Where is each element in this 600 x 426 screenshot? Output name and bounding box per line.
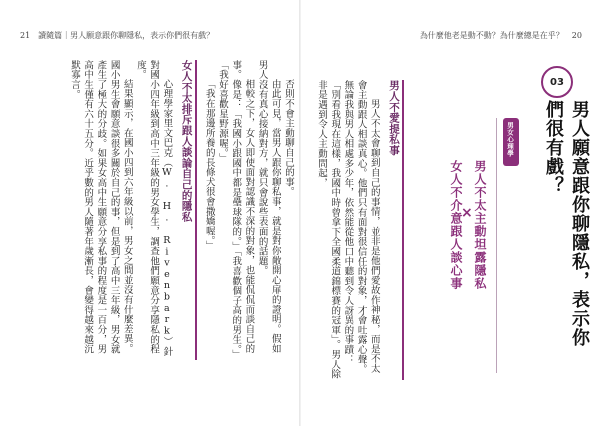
category-tag-label: 男女心理學	[506, 122, 514, 157]
left-body-p5: 心理學家里文巴克（W. H. Rivenbark）針對國小四年級到高中三年級的男女學生，調查他們願意分享隱私的程度。	[134, 60, 173, 357]
left-body-p6: 結果顯示，在國小四到六年級以前，男女之間並沒有什麼差異。國小男生會願意談很多關於自己的事，但是到了高中三年級，男女就產生了極大的分歧。如果女高中生願意分享私事的程度是一百分，男高中生僅有六十五分。近乎數的男人隨著年歲漸長，會變得越來越沉默寡言。	[68, 60, 133, 354]
left-body	[20, 60, 295, 360]
left-body-p4: 「我在那邊所養的長條犬很會撒嬌喔。」	[203, 79, 215, 251]
subtitle-women: 女人不介意跟人談心事	[449, 160, 463, 290]
chapter-number-badge: 03	[541, 66, 573, 98]
left-body-p2: 由此可見，當男人跟你聊私事，就是對你敞開心扉的證明。假如男人沒有真心接納對方，就只會說些表面的話題。	[256, 60, 281, 354]
divider-rule	[496, 118, 497, 373]
chapter-title: 男人願意跟你聊隱私，表示你們很有戲？	[543, 100, 590, 347]
right-body	[315, 80, 410, 380]
book-gutter	[299, 0, 301, 426]
times-mark: ×	[461, 205, 473, 221]
subtitle-men: 男人不太主動坦露隱私	[473, 160, 487, 290]
left-body-p3: 相較之下，女人即使面對認識不深的對象，也能侃侃而談自己的事。像是：「我國小跟國中都是壘球隊的。」「我喜歡個子高的男生。」「我好喜歡星野源喔。」	[216, 60, 255, 360]
right-body-paragraph: 男人不太會聊到自己的事情，並非是他們愛故作神秘，而是不太會主動跟人相談真心。他們只有面對很信任的對象，才會吐露心聲。無論我與男人相處多少年，依然能從他口中聽到令人訝異的事蹟：「別看我現在這樣，我國中時曾拿下全國柔道錦標賽的冠軍」。男人除非是遇到令人主動問起，	[315, 80, 380, 380]
section-heading-women: 女人不太排斥跟人談論自己的隱私	[179, 60, 196, 360]
section-heading-men: 男人不愛提私事	[387, 80, 404, 380]
left-body-p1: 否則不會主動聊自己的事。	[283, 79, 294, 197]
category-tag	[503, 118, 519, 166]
running-header-right: 為什麼他老是動不動？為什麼總是在乎？ 20	[419, 31, 582, 40]
running-header-left: 21 讀隨篇｜男人願意跟你聊隱私，表示你們很有戲？	[20, 31, 215, 40]
